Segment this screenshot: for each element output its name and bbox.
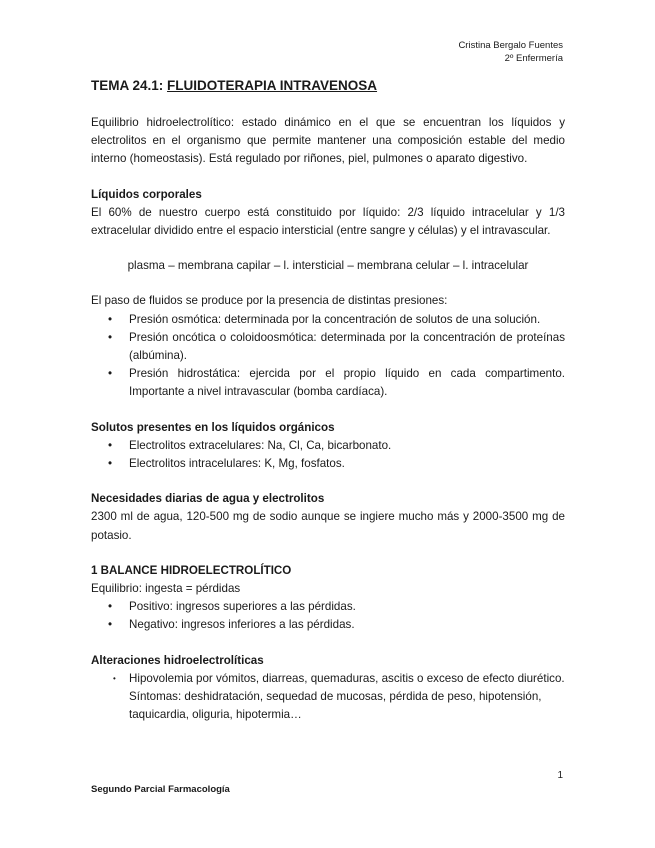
list-item (91, 598, 565, 616)
balance-equilibrio: Equilibrio: ingesta = pérdidas (91, 582, 241, 596)
list-item-text: Negativo: ingresos inferiores a las pérdidas. (129, 618, 355, 632)
necesidades-paragraph: 2300 ml de agua, 120-500 mg de sodio aunque se ingiere mucho más y 2000-3500 mg de potasio. (91, 510, 565, 542)
page-footer: Segundo Parcial Farmacología (91, 784, 230, 795)
presiones-list (91, 311, 565, 402)
list-item-text: Presión hidrostática: ejercida por el propio líquido en cada compartimento. Importante a nivel intravascular (bomba cardíaca). (129, 367, 565, 399)
bullet-icon: • (113, 673, 116, 683)
document-body (91, 114, 565, 724)
compartment-chain: plasma – membrana capilar – l. intersticial – membrana celular – l. intracelular (127, 259, 529, 273)
bullet-icon: • (108, 457, 113, 471)
liquidos-paragraph: El 60% de nuestro cuerpo está constituido por líquido: 2/3 líquido intracelular y 1/3 extracelular dividido entre el espacio intersticial (entre sangre y células) y el intravascular. (91, 205, 565, 238)
title-main: FLUIDOTERAPIA INTRAVENOSA (167, 78, 378, 93)
necesidades-heading: Necesidades diarias de agua y electrolitos (91, 492, 325, 506)
title-prefix: TEMA 24.1: (91, 78, 168, 93)
list-item-text: Hipovolemia por vómitos, diarreas, quemaduras, ascitis o exceso de efecto diurético. Síntomas: deshidratación, sequedad de mucosas, pérdida de peso, hipotensión, taquicardia, oliguria, hipotermia… (129, 671, 565, 722)
solutos-heading: Solutos presentes en los líquidos orgánicos (91, 420, 335, 434)
alteraciones-heading: Alteraciones hidroelectrolíticas (91, 653, 264, 667)
list-item (91, 365, 565, 401)
header-course: 2º Enfermería (504, 53, 563, 64)
page-header (458, 39, 563, 65)
bullet-icon: • (108, 367, 113, 381)
list-item (91, 329, 565, 365)
list-item (91, 616, 565, 634)
header-author: Cristina Bergalo Fuentes (458, 40, 563, 51)
presiones-intro: El paso de fluidos se produce por la presencia de distintas presiones: (91, 294, 448, 308)
bullet-icon: • (108, 330, 113, 344)
alteraciones-list (91, 670, 565, 725)
solutos-list (91, 437, 565, 473)
page-number: 1 (557, 770, 563, 781)
balance-heading: 1 BALANCE HIDROELECTROLÍTICO (91, 563, 292, 577)
list-item (91, 670, 565, 725)
bullet-icon: • (108, 312, 113, 326)
liquidos-heading: Líquidos corporales (91, 187, 202, 201)
page-title (91, 78, 377, 93)
intro-paragraph: Equilibrio hidroelectrolítico: estado dinámico en el que se encuentran los líquidos y electrolitos en el organismo que permite mantener una composición estable del medio interno (homeostasis). Está regulado por riñones, piel, pulmones o aparato digestivo. (91, 116, 565, 166)
list-item (91, 455, 565, 473)
list-item-text: Presión oncótica o coloidoosmótica: determinada por la concentración de proteínas (albúmina). (129, 330, 565, 363)
list-item-text: Electrolitos intracelulares: K, Mg, fosfatos. (129, 457, 345, 471)
list-item (91, 311, 565, 329)
list-item-text: Positivo: ingresos superiores a las pérdidas. (129, 600, 356, 614)
list-item-text: Electrolitos extracelulares: Na, Cl, Ca, bicarbonato. (129, 438, 392, 452)
list-item (91, 437, 565, 455)
balance-list (91, 598, 565, 634)
bullet-icon: • (108, 438, 113, 452)
bullet-icon: • (108, 600, 113, 614)
bullet-icon: • (108, 618, 113, 632)
list-item-text: Presión osmótica: determinada por la concentración de solutos de una solución. (129, 312, 541, 326)
